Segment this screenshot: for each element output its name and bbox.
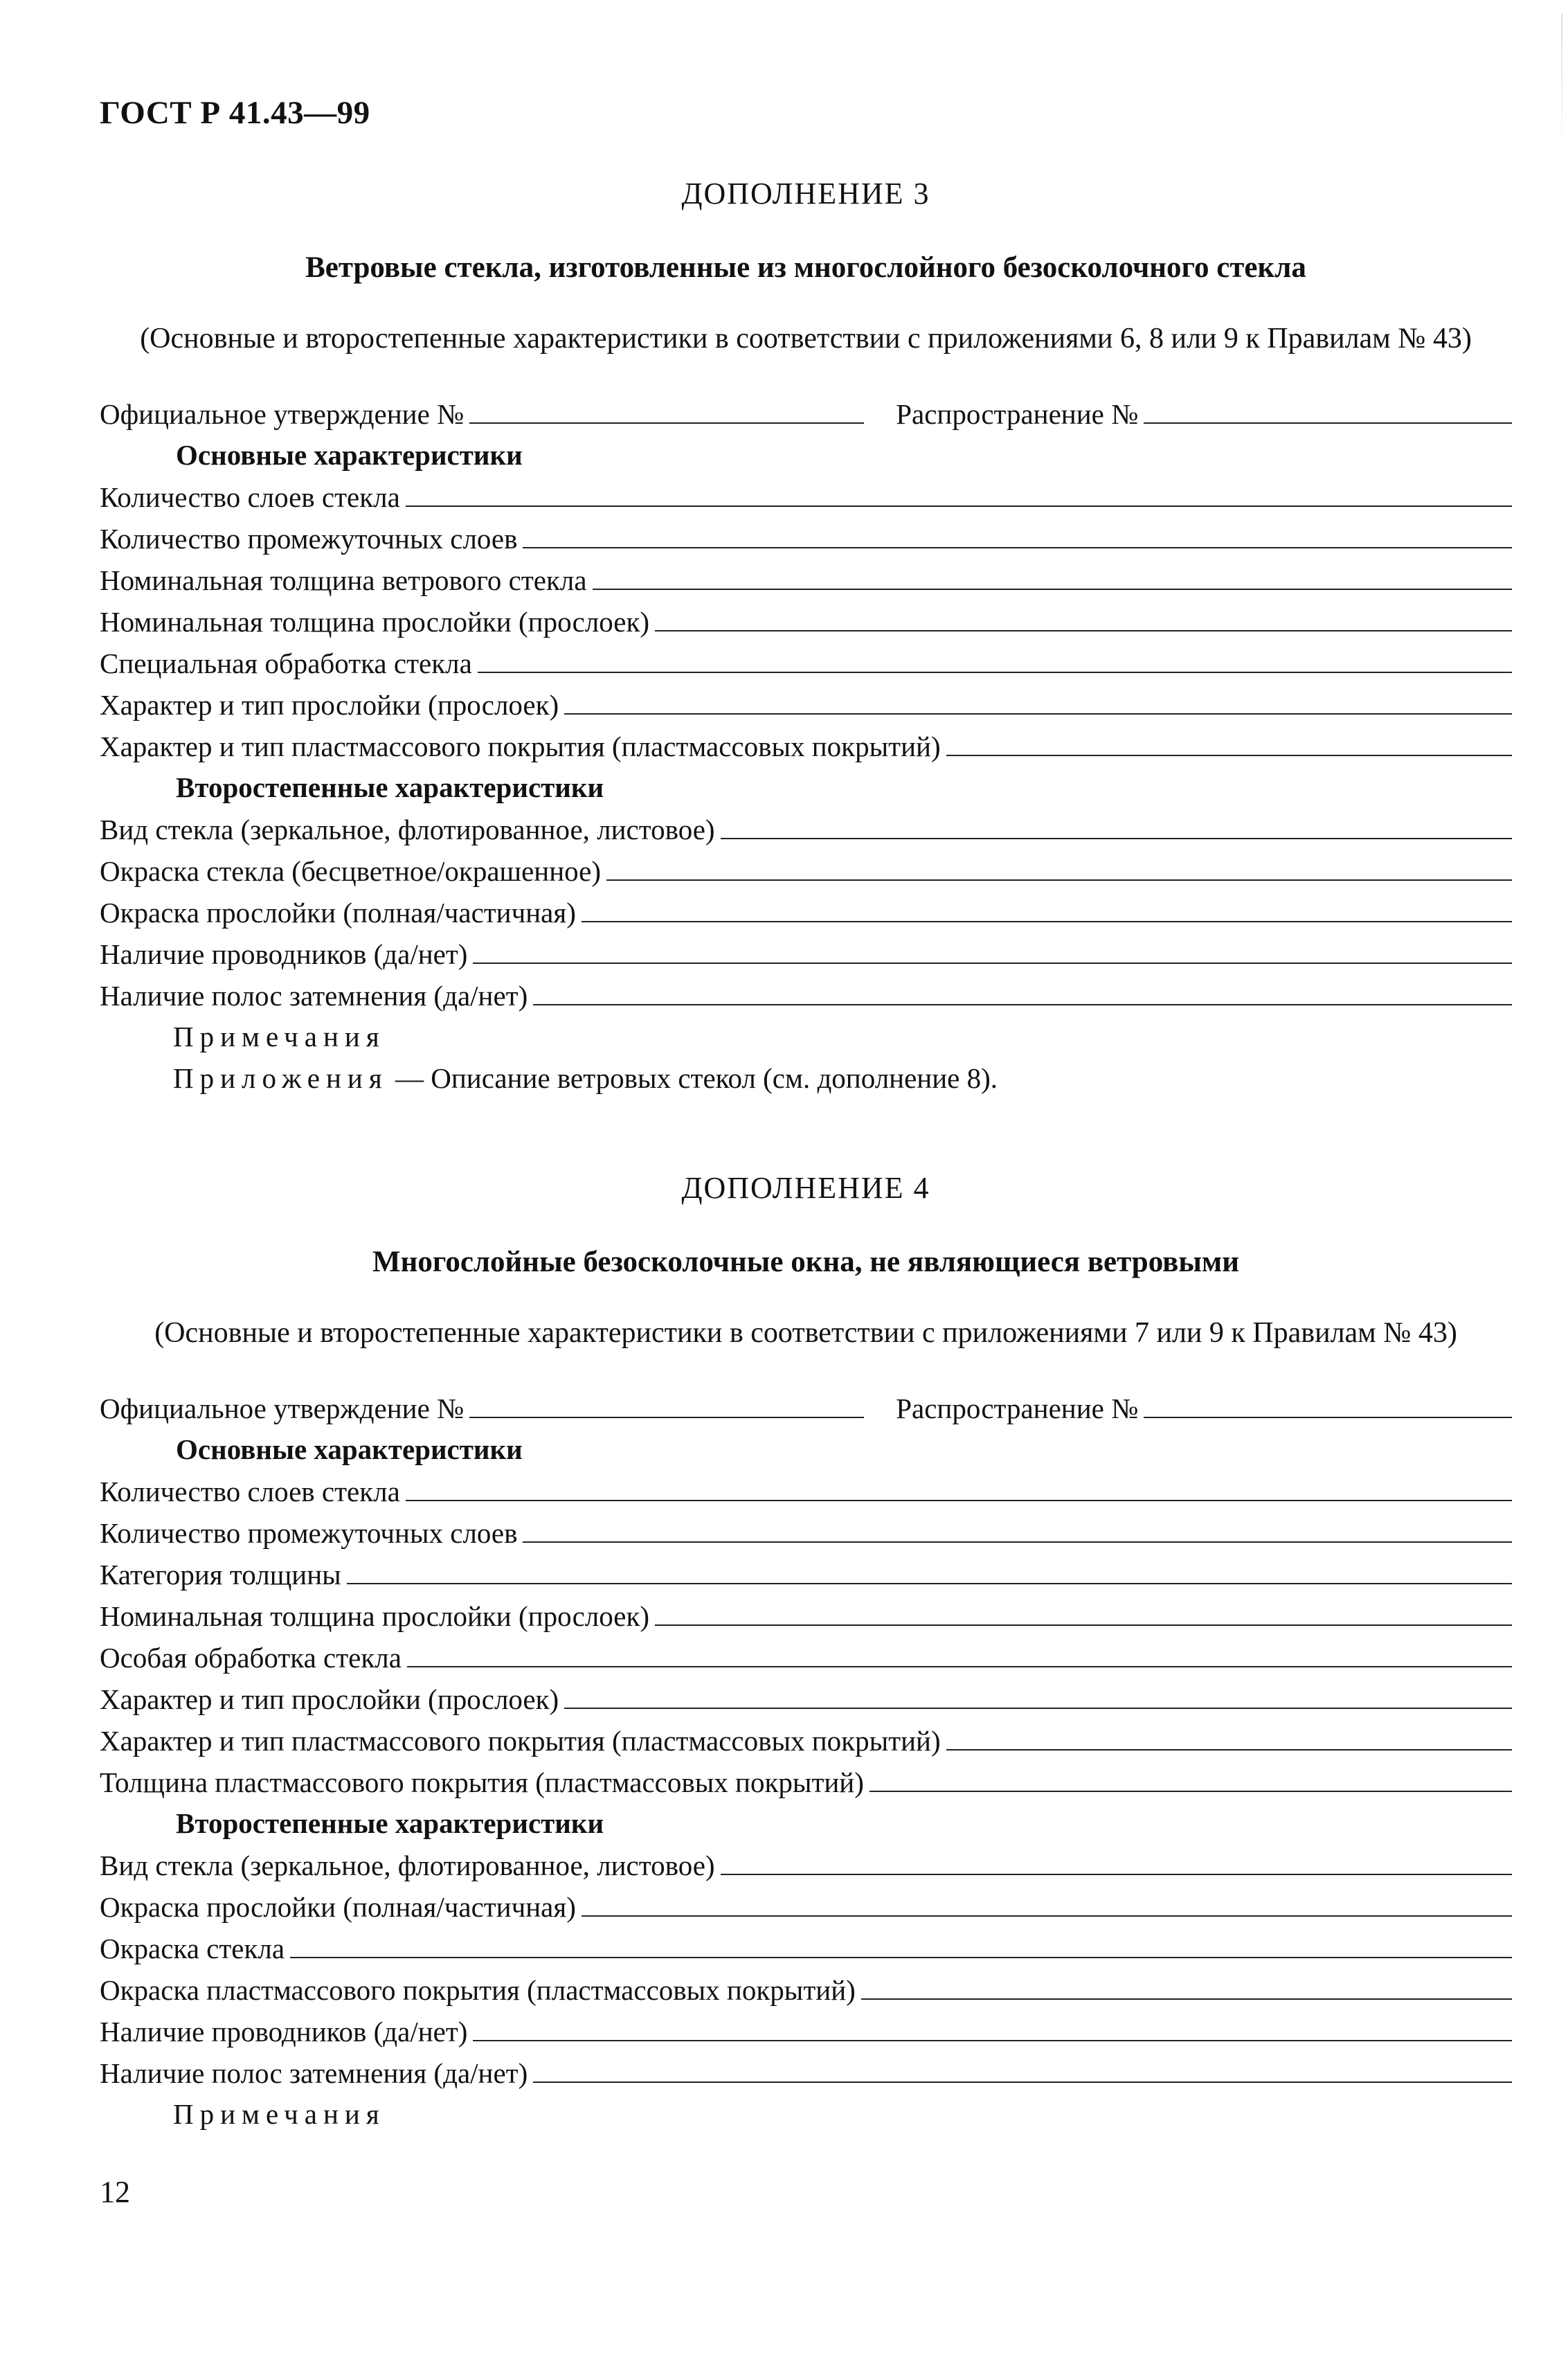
field-label: Окраска прослойки (полная/частичная): [100, 897, 576, 929]
field-input-line[interactable]: [533, 2081, 1512, 2083]
form-field-row: [100, 1633, 1512, 1674]
form-field-row: [100, 846, 1512, 888]
form-field-row: [100, 1757, 1512, 1799]
field-input-line[interactable]: [523, 547, 1512, 548]
form-field-row: [100, 680, 1512, 722]
field-input-line[interactable]: [564, 1708, 1512, 1709]
supplement-4-subtitle: (Основные и второстепенные характеристики в соответствии с приложениями 7 или 9 к Правилам № 43): [154, 1317, 1457, 1349]
field-label: Номинальная толщина прослойки (прослоек): [100, 1600, 650, 1632]
field-label: Наличие проводников (да/нет): [100, 938, 468, 970]
form-field-row: [100, 1674, 1512, 1716]
form-field-row: [100, 1591, 1512, 1633]
extension-label: Распространение №: [896, 1393, 1139, 1424]
field-input-line[interactable]: [869, 1791, 1512, 1792]
document-code: ГОСТ Р 41.43—99: [100, 95, 370, 131]
approval-number-field[interactable]: [469, 422, 864, 424]
form-field-row: [100, 1550, 1512, 1591]
field-label: Количество слоев стекла: [100, 481, 400, 513]
field-input-line[interactable]: [606, 879, 1512, 881]
form-field-row: [100, 722, 1512, 763]
field-input-line[interactable]: [290, 1957, 1512, 1958]
field-label: Толщина пластмассового покрытия (пластмассовых покрытий): [100, 1766, 864, 1798]
field-label: Вид стекла (зеркальное, флотированное, листовое): [100, 1850, 715, 1881]
field-label: Вид стекла (зеркальное, флотированное, листовое): [100, 814, 715, 845]
approval-number-field[interactable]: [469, 1417, 864, 1418]
field-input-line[interactable]: [533, 1004, 1512, 1005]
approval-label: Официальное утверждение №: [100, 398, 465, 430]
approval-label: Официальное утверждение №: [100, 1393, 465, 1424]
field-input-line[interactable]: [473, 962, 1512, 964]
field-label: Наличие полос затемнения (да/нет): [100, 2057, 528, 2089]
field-input-line[interactable]: [593, 589, 1512, 590]
notes-heading: Примечания: [173, 2098, 386, 2130]
field-label: Специальная обработка стекла: [100, 647, 472, 679]
field-input-line[interactable]: [946, 755, 1512, 756]
form-field-row: [100, 971, 1512, 1012]
form-field-row: [100, 1508, 1512, 1550]
supplement-3: [100, 173, 1512, 1095]
field-input-line[interactable]: [406, 505, 1512, 507]
form-field-row: [100, 638, 1512, 680]
form-field-row: [100, 555, 1512, 597]
field-label: Окраска стекла (бесцветное/окрашенное): [100, 855, 602, 887]
field-input-line[interactable]: [347, 1583, 1512, 1584]
supplement-4: [100, 1167, 1512, 2131]
supplement-3-title: Ветровые стекла, изготовленные из многослойного безосколочного стекла: [305, 251, 1306, 284]
field-label: Окраска пластмассового покрытия (пластмассовых покрытий): [100, 1974, 856, 2006]
form-field-row: [100, 1924, 1512, 1965]
field-label: Наличие полос затемнения (да/нет): [100, 980, 528, 1012]
supplement-3-subtitle: (Основные и второстепенные характеристики в соответствии с приложениями 6, 8 или 9 к Правилам № 43): [140, 323, 1472, 355]
field-input-line[interactable]: [655, 1624, 1512, 1626]
form-field-row: [100, 929, 1512, 971]
form-field-row: [100, 2007, 1512, 2048]
form-field-row: [100, 472, 1512, 514]
field-label: Количество промежуточных слоев: [100, 1517, 518, 1549]
form-field-row: [100, 2048, 1512, 2090]
extension-label: Распространение №: [896, 398, 1139, 430]
form-field-row: [100, 805, 1512, 846]
field-input-line[interactable]: [478, 672, 1512, 673]
field-input-line[interactable]: [721, 838, 1512, 839]
form-field-row: [100, 597, 1512, 638]
field-label: Количество слоев стекла: [100, 1476, 400, 1507]
field-input-line[interactable]: [582, 921, 1512, 922]
field-input-line[interactable]: [473, 2040, 1512, 2041]
field-input-line[interactable]: [946, 1749, 1512, 1750]
form-field-row: [100, 1467, 1512, 1508]
field-label: Номинальная толщина ветрового стекла: [100, 564, 587, 596]
field-input-line[interactable]: [564, 713, 1512, 715]
annex-label: Приложения: [173, 1062, 388, 1094]
field-input-line[interactable]: [655, 630, 1512, 632]
field-label: Характер и тип пластмассового покрытия (пластмассовых покрытий): [100, 1725, 941, 1757]
extension-number-field[interactable]: [1144, 422, 1512, 424]
field-label: Характер и тип прослойки (прослоек): [100, 1683, 559, 1715]
field-label: Характер и тип прослойки (прослоек): [100, 689, 559, 721]
field-input-line[interactable]: [582, 1915, 1512, 1917]
main-characteristics-heading: Основные характеристики: [176, 1433, 523, 1465]
field-label: Номинальная толщина прослойки (прослоек): [100, 606, 650, 638]
field-label: Окраска прослойки (полная/частичная): [100, 1891, 576, 1923]
field-label: Категория толщины: [100, 1559, 341, 1591]
approval-row: [100, 1383, 1512, 1425]
form-field-row: [100, 1965, 1512, 2007]
field-input-line[interactable]: [721, 1874, 1512, 1875]
form-field-row: [100, 514, 1512, 555]
field-input-line[interactable]: [523, 1541, 1512, 1543]
field-label: Особая обработка стекла: [100, 1642, 402, 1674]
supplement-4-heading: ДОПОЛНЕНИЕ 4: [681, 1171, 930, 1205]
form-field-row: [100, 1882, 1512, 1924]
approval-row: [100, 389, 1512, 431]
field-label: Количество промежуточных слоев: [100, 523, 518, 555]
field-label: Наличие проводников (да/нет): [100, 2016, 468, 2048]
form-field-row: [100, 1841, 1512, 1882]
supplement-4-fields: [100, 1383, 1512, 2131]
field-label: Окраска стекла: [100, 1933, 285, 1964]
main-characteristics-heading: Основные характеристики: [176, 439, 523, 471]
supplement-3-heading: ДОПОЛНЕНИЕ 3: [681, 177, 930, 211]
annex-note: [100, 1054, 1512, 1095]
form-field-row: [100, 1716, 1512, 1757]
page-number: 12: [100, 2175, 130, 2209]
field-input-line[interactable]: [407, 1666, 1512, 1667]
field-input-line[interactable]: [406, 1500, 1512, 1501]
field-label: Характер и тип пластмассового покрытия (пластмассовых покрытий): [100, 731, 941, 762]
form-field-row: [100, 888, 1512, 929]
annex-text: — Описание ветровых стекол (см. дополнение 8).: [388, 1062, 998, 1094]
scan-edge-mark: [1561, 14, 1562, 152]
extension-number-field[interactable]: [1144, 1417, 1512, 1418]
secondary-characteristics-heading: Второстепенные характеристики: [176, 1807, 604, 1839]
supplement-4-title: Многослойные безосколочные окна, не являющиеся ветровыми: [372, 1246, 1239, 1278]
field-input-line[interactable]: [861, 1998, 1512, 2000]
supplement-3-fields: [100, 389, 1512, 1095]
notes-heading: Примечания: [173, 1021, 386, 1053]
secondary-characteristics-heading: Второстепенные характеристики: [176, 771, 604, 803]
